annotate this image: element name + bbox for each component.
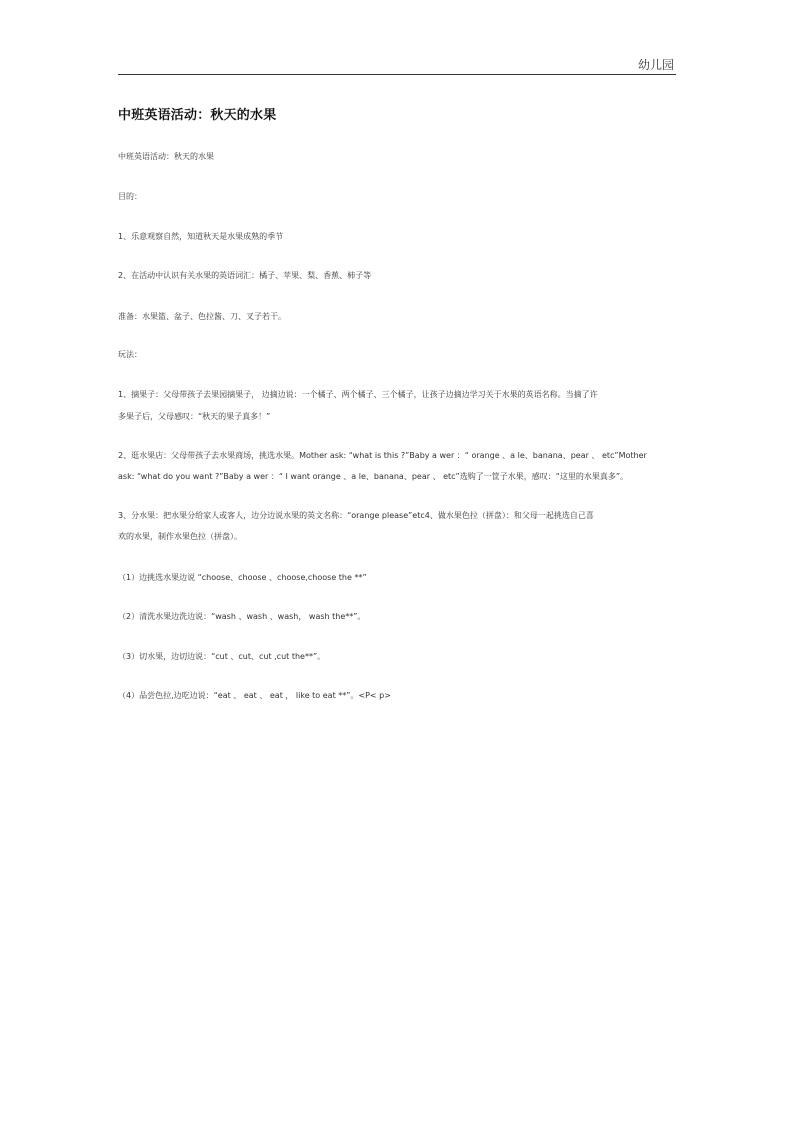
subtitle-paragraph: 中班英语活动：秋天的水果: [118, 152, 214, 161]
document-title: 中班英语活动：秋天的水果: [118, 108, 277, 123]
page-header: [118, 52, 676, 75]
step-1-line-1: 1、摘果子：父母带孩子去果园摘果子， 边摘边说：一个橘子、两个橘子、三个橘子，让孩子边摘边学习关于水果的英语名称。当摘了许: [118, 390, 598, 399]
play-label: 玩法：: [118, 350, 142, 359]
step-2-line-2: ask: “what do you want ?”Baby a wer ：“ I want orange 、a le、banana、pear 、 etc”选购了一筐子水果，感叹：“这里的水果真多”。: [118, 472, 628, 481]
step-1-line-2: 多果子后，父母感叹：“秋天的果子真多！”: [118, 412, 271, 421]
sub-step-1: （1）边挑选水果边说 “choose、choose 、choose,choose the **”: [118, 573, 367, 582]
step-3-line-1: 3、分水果：把水果分给家人或客人，边分边说水果的英文名称：“orange please”etc4、做水果色拉（拼盘）：和父母一起挑选自己喜: [118, 511, 594, 520]
header-title: 幼儿园: [637, 58, 674, 72]
step-3-line-2: 欢的水果，制作水果色拉（拼盘）。: [118, 532, 242, 541]
step-2-line-1: 2、逛水果店：父母带孩子去水果商场，挑选水果。Mother ask: “what is this ?”Baby a wer ：“ orange 、a le、banana、pear 、 etc”Mother: [118, 451, 647, 460]
sub-step-3: （3）切水果，边切边说：“cut 、cut、cut ,cut the**”。: [118, 652, 326, 661]
goal-item-2: 2、在活动中认识有关水果的英语词汇：橘子、苹果、梨、香蕉、柿子等: [118, 271, 372, 280]
preparation-paragraph: 准备：水果篮、盆子、色拉酱、刀、叉子若干。: [118, 312, 286, 321]
goal-item-1: 1、乐意观察自然，知道秋天是水果成熟的季节: [118, 232, 284, 241]
sub-step-4: （4）品尝色拉,边吃边说：“eat 、 eat 、 eat ， like to eat **”。<P< p>: [118, 691, 391, 700]
goal-label: 目的：: [118, 192, 142, 201]
sub-step-2: （2）清洗水果边洗边说：“wash 、wash 、wash， wash the**”。: [118, 612, 366, 621]
